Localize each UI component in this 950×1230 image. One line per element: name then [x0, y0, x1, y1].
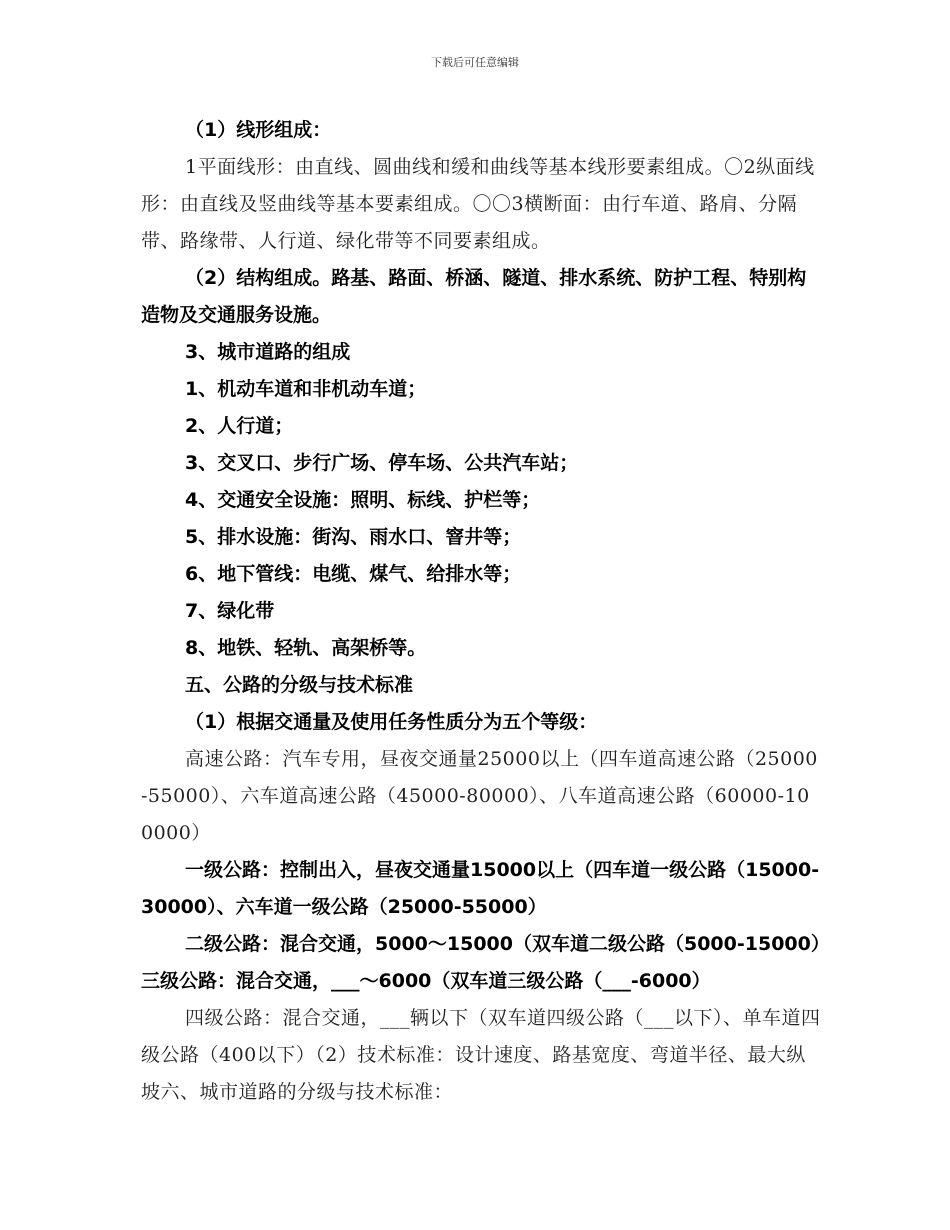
list-item-1: 1、机动车道和非机动车道；	[185, 378, 427, 400]
list-item-7: 7、绿化带	[185, 600, 275, 622]
list-item-8: 8、地铁、轻轨、高架桥等。	[185, 637, 427, 659]
document-body	[141, 112, 821, 1111]
heading-urban-road-composition: 3、城市道路的组成	[185, 341, 351, 363]
list-item-3: 3、交叉口、步行广场、停车场、公共汽车站；	[185, 452, 579, 474]
list-item-6: 6、地下管线：电缆、煤气、给排水等；	[185, 563, 522, 585]
paragraph-fourth-class-highway: 四级公路：混合交通，___辆以下（双车道四级公路（___以下）、单车道四级公路（400以下）（2）技术标准：设计速度、路基宽度、弯道半径、最大纵坡六、城市道路的分级与技术标准：	[141, 1007, 821, 1103]
paragraph-first-class-highway: 一级公路：控制出入，昼夜交通量15000以上（四车道一级公路（15000-30000）、六车道一级公路（25000-55000）	[141, 859, 820, 918]
paragraph-expressway: 高速公路：汽车专用，昼夜交通量25000以上（四车道高速公路（25000-55000）、六车道高速公路（45000-80000）、八车道高速公路（60000-100000）	[141, 748, 818, 844]
list-item-5: 5、排水设施：街沟、雨水口、窨井等；	[185, 526, 522, 548]
paragraph-structure-composition: （2）结构组成。路基、路面、桥涵、隧道、排水系统、防护工程、特别构造物及交通服务设施。	[141, 267, 807, 326]
heading-highway-classification: 五、公路的分级与技术标准	[185, 674, 414, 696]
list-item-2: 2、人行道；	[185, 415, 294, 437]
paragraph-five-grades: （1）根据交通量及使用任务性质分为五个等级：	[185, 711, 598, 733]
paragraph-alignment-details: 1平面线形：由直线、圆曲线和缓和曲线等基本线形要素组成。〇2纵面线形：由直线及竖曲线等基本要素组成。〇〇3横断面：由行车道、路肩、分隔带、路缘带、人行道、绿化带等不同要素组成。	[141, 156, 815, 252]
page-header: 下载后可任意编辑	[431, 56, 519, 69]
list-item-4: 4、交通安全设施：照明、标线、护栏等；	[185, 489, 541, 511]
paragraph-second-third-class-highway: 二级公路：混合交通，5000～15000（双车道二级公路（5000-15000）三级公路：混合交通，___～6000（双车道三级公路（___-6000）	[141, 933, 821, 992]
paragraph-alignment-composition: （1）线形组成：	[185, 119, 332, 141]
